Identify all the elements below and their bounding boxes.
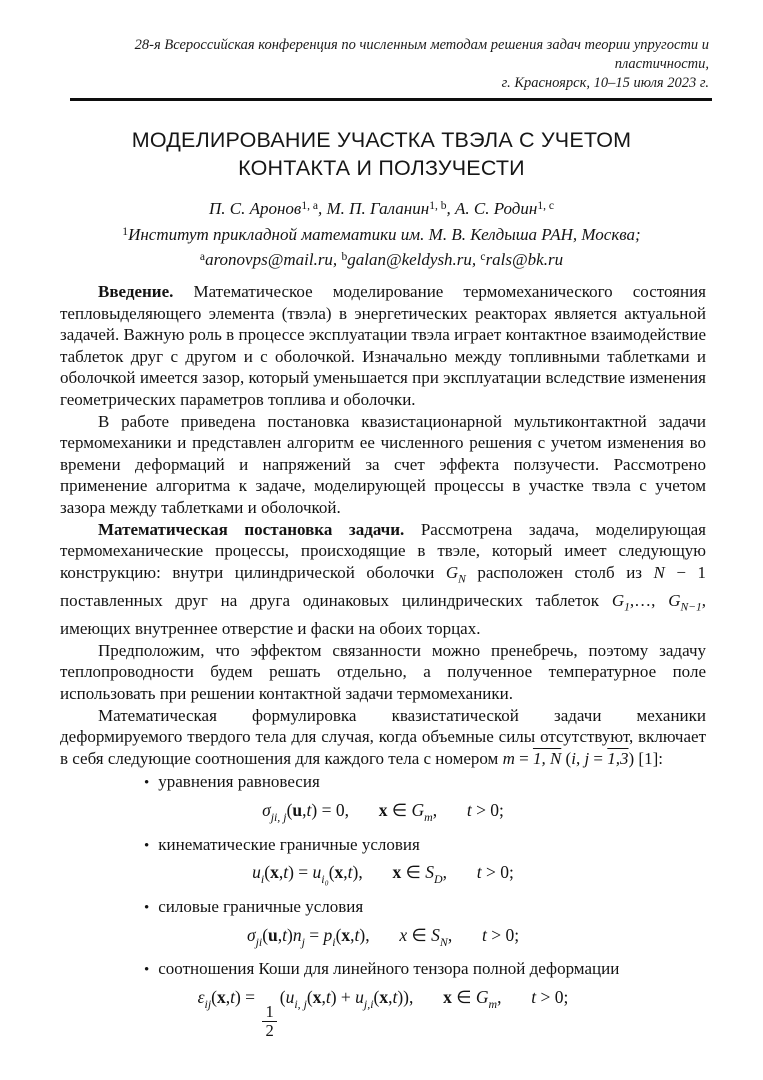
bullet-icon: •: [144, 962, 150, 979]
bullet-equilibrium: [60, 771, 706, 828]
bullet-icon: •: [144, 775, 150, 792]
bullet-label: силовые граничные условия: [158, 897, 364, 917]
bullet-kinematic-bc: [60, 834, 706, 891]
authors-block: [0, 195, 763, 272]
equation-equilibrium: $\sigma_{ji, j}(u,t) = 0$, x ∈ $G_m$, t > 0;: [262, 799, 504, 824]
bullet-cauchy-relations: [60, 958, 706, 1040]
paragraph-formulation: Математическая формулировка квазистатической задачи механики деформируемого твердого тела для случая, когда объемные силы отсутствуют, включает в себя следующие соотношения для каждого тела с номером m = 1, N (i, j = 1,3) [1]:: [60, 705, 706, 768]
bullet-force-bc: [60, 896, 706, 953]
bullet-icon: •: [144, 900, 150, 917]
paper-title-line-1: МОДЕЛИРОВАНИЕ УЧАСТКА ТВЭЛА С УЧЕТОМ: [131, 128, 632, 152]
affiliation-line: $^1$Институт прикладной математики им. М. В. Келдыша РАН, Москва;: [122, 224, 641, 244]
running-head: [0, 0, 763, 93]
header-rule: [70, 98, 712, 101]
paper-title: [0, 126, 763, 182]
bullet-label: кинематические граничные условия: [158, 834, 420, 854]
authors-line: П. С. Аронов$^{1, a}$, М. П. Галанин$^{1, b}$, А. С. Родин$^{1, c}$: [208, 199, 555, 219]
paragraph-work-overview: В работе приведена постановка квазистационарной мультиконтактной задачи термомеханики и представлен алгоритм ее численного решения с учетом изменения во времени деформаций и напряжений за счет эффекта ползучести. Рассмотрено применение алгоритма к задаче, моделирующей процессы в участке твэла с учетом зазора между таблетками и оболочкой.: [60, 411, 706, 517]
equation-force-bc: $\sigma_{ji}(u,t)n_j = p_i(x,t)$, x ∈ $S_N$, t > 0;: [246, 924, 520, 949]
paper-body: [60, 281, 706, 1041]
conference-line-1: 28-я Всероссийская конференция по численным методам решения задач теории упругости и пластичности,: [134, 37, 709, 72]
paragraph-problem-statement: Математическая постановка задачи. Рассмотрена задача, моделирующая термомеханические процессы, происходящие в твэле, который имеет следующую конструкцию: внутри цилиндрической оболочки $G_N$ расположен столб из N − 1 поставленных друг на друга одинаковых цилиндрических таблеток $G_1,\dots$, $G_{N-1}$, имеющих внутреннее отверстие и фаски на обоих торцах.: [60, 519, 707, 639]
bullet-label: уравнения равновесия: [158, 772, 320, 792]
equation-cauchy-strain: $\varepsilon_{ij}(x,t)$ = $\frac{1}{2}$ $(u_{i, j}(x,t) + u_{j,i}(x,t))$, x ∈ $G_m$, t > 0;: [197, 986, 569, 1041]
conference-line-2: г. Красноярск, 10–15 июля 2023 г.: [501, 75, 709, 91]
emails-line: $^a$aronovps@mail.ru, $^b$galan@keldysh.ru, $^c$rals@bk.ru: [199, 250, 564, 270]
paragraph-assumption: Предположим, что эффектом связанности можно пренебречь, поэтому задачу теплопроводности будем решать отдельно, а полученное температурное поле использовать при решении контактной задачи термомеханики.: [60, 640, 706, 703]
equation-kinematic-bc: $u_i(x,t) = u_{i_0}(x,t)$, x ∈ $S_D$, t > 0;: [252, 862, 514, 887]
paragraph-introduction: Введение. Математическое моделирование термомеханического состояния тепловыделяющего элемента (твэла) в энергетических реакторах является актуальной задачей. Важную роль в процессе эксплуатации твэла играет контактное взаимодействие таблеток друг с другом и с оболочкой. Изначально между топливными таблетками и оболочкой имеется зазор, который уменьшается при эксплуатации вследствие изменения геометрических параметров топлива и оболочки.: [60, 282, 706, 410]
paper-title-line-2: КОНТАКТА И ПОЛЗУЧЕСТИ: [238, 156, 525, 180]
bullet-icon: •: [144, 837, 150, 854]
bullet-label: соотношения Коши для линейного тензора полной деформации: [158, 959, 620, 979]
